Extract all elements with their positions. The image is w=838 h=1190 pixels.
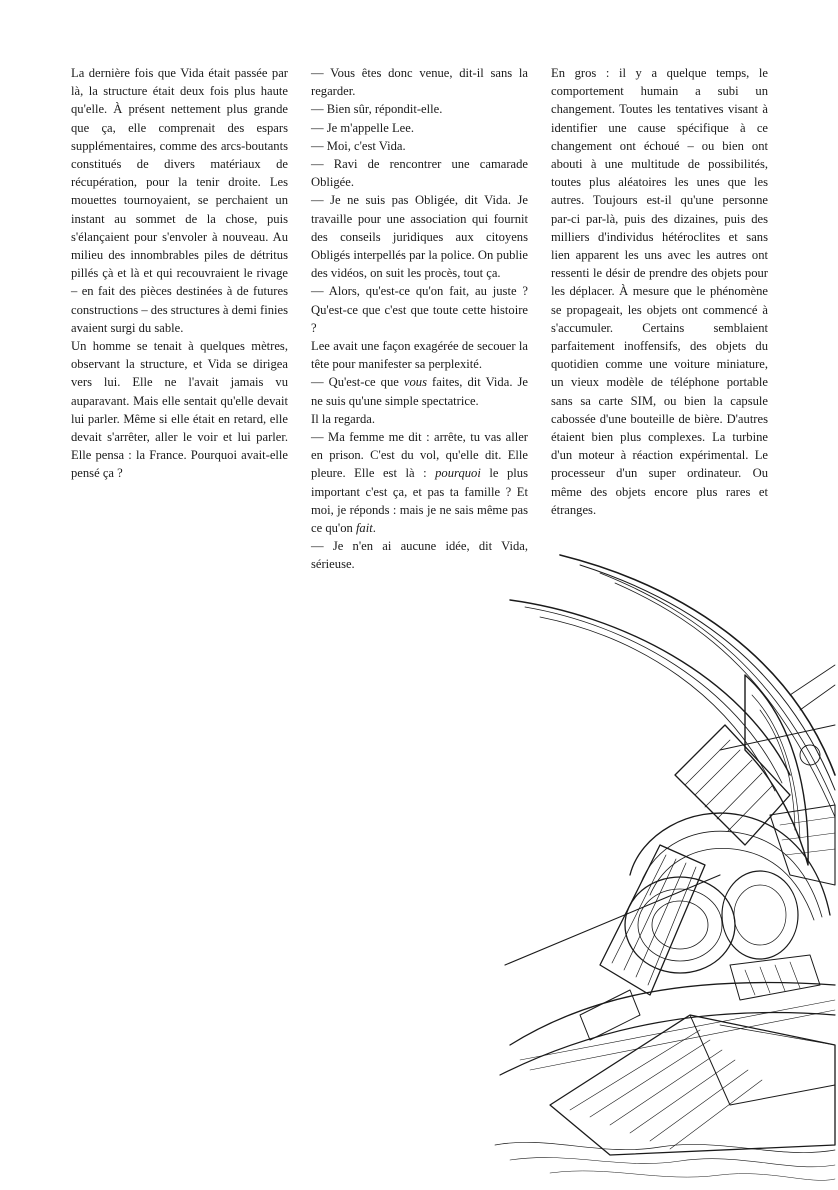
text-column-3 — [551, 64, 768, 519]
narration-line: Lee avait une façon exagérée de secouer la tête pour manifester sa perplexité. — [311, 339, 528, 372]
paragraph: En gros : il y a quelque temps, le comportement humain a subi un changement. Toutes les tentatives visant à identifier une cause spécifique à ce changement ont échoué – ou bien ont abouti à une multitude de possibilités, toutes plus aléatoires les unes que les autres. Toujours est-il qu'une personne par-ci par-là, puis des dizaines, puis des milliers d'individus hétéroclites et sans lien apparent les uns avec les autres ont ressenti le désir de prendre des objets pour les déplacer. À mesure que le phénomène se propageait, les objets ont commencé à s'accumuler. Certains semblaient parfaitement inoffensifs, des objets du quotidien comme une voiture miniature, un vieux modèle de téléphone portable sans sa carte SIM, ou bien la capsule cabossée d'une bouteille de bière. D'autres étaient bien plus complexes. La turbine d'un moteur à réaction expérimental. Le processeur d'un super ordinateur. Ou même des objets encore plus rares et étranges. — [551, 66, 768, 517]
dialogue-line: — Vous êtes donc venue, dit-il sans la regarder. — [311, 66, 528, 99]
narration-line: Il la regarda. — [311, 411, 375, 426]
dialogue-line: — Bien sûr, répondit-elle. — [311, 102, 443, 117]
dialogue-line: — Je m'appelle Lee. — [311, 120, 414, 135]
emphasis: pourquoi — [435, 466, 481, 481]
dialogue-line: — Je n'en ai aucune idée, dit Vida, sérieuse. — [311, 539, 528, 572]
text-run: . — [372, 521, 376, 536]
dialogue-line: — Moi, c'est Vida. — [311, 138, 406, 153]
dialogue-line — [311, 428, 528, 537]
dialogue-line: — Je ne suis pas Obligée, dit Vida. Je travaille pour une association qui fournit des conseils juridiques aux citoyens Obligés interpellés par la police. On publie des vidéos, on suit les procès, tout ça. — [311, 193, 528, 281]
text-run: le plus important c'est ça, et pas ta famille ? Et moi, je réponds : mais je ne sais même pas ce qu'on — [311, 466, 528, 536]
dialogue-line: — Alors, qu'est-ce qu'on fait, au juste ? Qu'est-ce que c'est que toute cette histoire ? — [311, 284, 528, 335]
text-column-1 — [71, 64, 288, 483]
emphasis: vous — [403, 375, 427, 390]
text-run: faites, dit Vida. Je ne suis qu'une simple spectatrice. — [311, 375, 528, 408]
dialogue-line — [311, 373, 528, 409]
text-column-2 — [311, 64, 528, 574]
dialogue-line: — Ravi de rencontrer une camarade Obligée. — [311, 157, 528, 190]
text-run: — Qu'est-ce que — [311, 375, 404, 390]
paragraph: La dernière fois que Vida était passée par là, la structure était deux fois plus haute qu'elle. À présent nettement plus grande que ça, elle comprenait des espars supplémentaires, comme des arcs-boutants constitués de divers matériaux de récupération, pour la tenir droite. Les mouettes tournoyaient, se perchaient un instant au sommet de la chose, puis s'élançaient pour s'envoler à nouveau. Au milieu des innombrables piles de détritus pillés çà et là et qui recouvraient le rivage – en fait des pièces destinées à de futures constructions – des structures à demi finies avaient surgi du sable. — [71, 66, 288, 335]
paragraph: Un homme se tenait à quelques mètres, observant la structure, et Vida se dirigea vers lui. Elle ne l'avait jamais vu auparavant. Mais elle sentait qu'elle devait lui parler. Même si elle était en retard, elle devait s'arrêter, aller le voir et lui parler. Elle pensa : la France. Pourquoi avait-elle pensé ça ? — [71, 339, 288, 481]
debris-sculpture-illustration — [490, 545, 838, 1190]
emphasis: fait — [355, 521, 373, 536]
text-run: — Ma femme me dit : arrête, tu vas aller en prison. C'est du vol, qu'elle dit. Elle pleure. Elle est là : — [311, 430, 528, 481]
